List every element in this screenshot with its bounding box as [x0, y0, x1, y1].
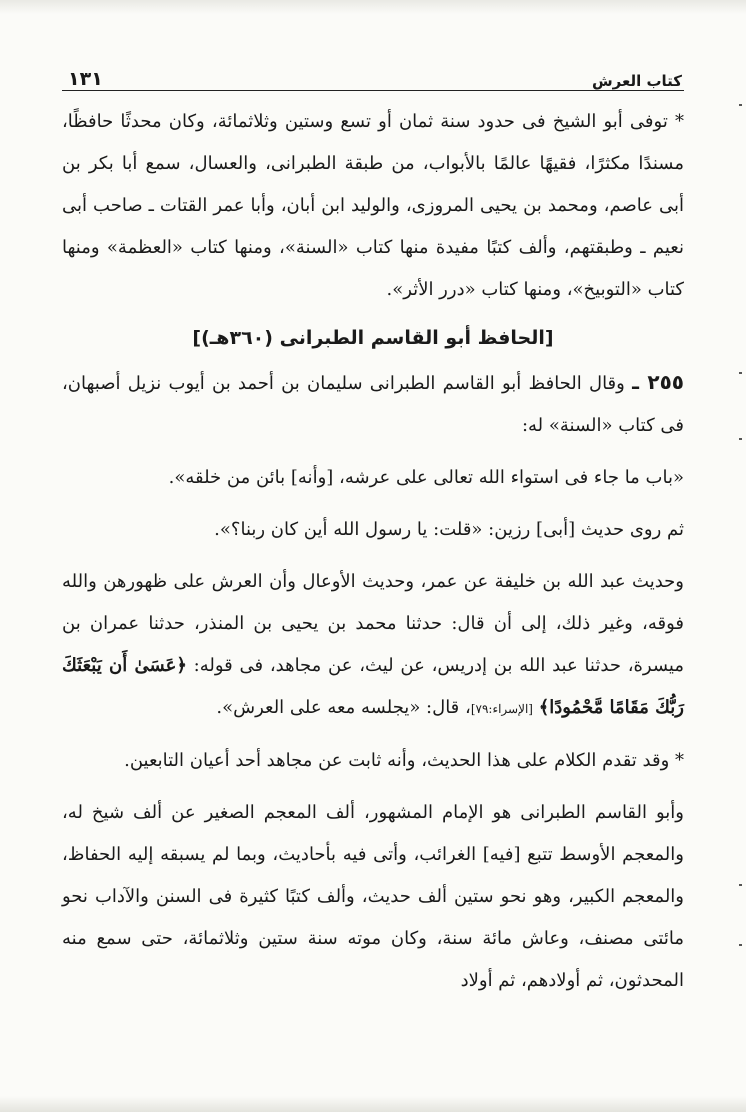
paragraph-mujahid-narration [62, 561, 684, 730]
paragraph-hadith-razin: ثم روى حديث [أبى] رزين: «قلت: يا رسول الله أين كان ربنا؟». [214, 519, 684, 540]
verse-reference: [الإسراء:٧٩] [470, 702, 533, 716]
scan-edge-mark [739, 944, 742, 946]
scan-top-shadow [0, 0, 746, 14]
section-heading: [الحافظ أبو القاسم الطبرانى (٣٦٠هـ)] [192, 327, 554, 349]
paragraph-abu-al-shaykh: * توفى أبو الشيخ فى حدود سنة ثمان أو تسع وستين وثلاثمائة، وكان محدثًا حافظًا، مسندًا مكثرًا، فقيهًا عالمًا بالأبواب، من طبقة الطبرانى، والعسال، سمع أبا بكر بن أبى عاصم، ومحمد بن يحيى المروزى، والوليد ابن أبان، وأبا عمر القتات ـ صاحب أبى نعيم ـ وطبقتهم، وألف كتبًا مفيدة منها كتاب «السنة»، ومنها كتاب «العظمة» ومنها كتاب «التوبيخ»، ومنها كتاب «درر الأثر». [62, 111, 684, 300]
scan-edge-mark [739, 884, 742, 886]
entry-number: ٢٥٥ ـ [632, 370, 684, 394]
page-number: ١٣١ [68, 68, 103, 90]
paragraph-chapter-quote: «باب ما جاء فى استواء الله تعالى على عرشه، [وأنه] بائن من خلقه». [168, 467, 684, 488]
book-page [62, 56, 684, 1002]
scan-bottom-shadow [0, 1096, 746, 1112]
page-header [62, 56, 684, 91]
paragraph-note: * وقد تقدم الكلام على هذا الحديث، وأنه ثابت عن مجاهد أحد أعيان التابعين. [124, 750, 684, 771]
scan-edge-mark [739, 372, 742, 374]
scan-edge-mark [739, 104, 742, 106]
narration-text-end: ، قال: «يجلسه معه على العرش». [216, 697, 471, 718]
paragraph-entry-255 [62, 361, 684, 447]
paragraph-tabarani-bio: وأبو القاسم الطبرانى هو الإمام المشهور، ألف المعجم الصغير عن ألف شيخ له، والمعجم الأوسط تتبع [فيه] الغرائب، وأتى فيه بأحاديث، وبما لم يسبقه إليه الحفاظ، والمعجم الكبير، وهو نحو ستين ألف حديث، وألف كتبًا كثيرة فى السنن والآداب نحو مائتى مصنف، وعاش مائة سنة، وكان موته سنة ستين وثلاثمائة، حتى سمع منه المحدثون، ثم أولادهم، ثم أولاد [62, 802, 684, 991]
quran-verse: ﴿عَسَىٰ أَن يَبْعَثَكَ رَبُّكَ مَقَامًا مَّحْمُودًا﴾ [62, 655, 684, 718]
narration-text: وحديث عبد الله بن خليفة عن عمر، وحديث الأوعال وأن العرش على ظهورهن والله فوقه، وغير ذلك، إلى أن قال: حدثنا محمد بن يحيى بن المنذر، حدثنا عمران بن ميسرة، حدثنا عبد الله بن إدريس، عن ليث، عن مجاهد، فى قوله: [62, 571, 684, 676]
scan-edge-mark [739, 438, 742, 440]
running-title: كتاب العرش [591, 72, 682, 90]
entry-text: وقال الحافظ أبو القاسم الطبرانى سليمان بن أحمد بن أيوب نزيل أصبهان، فى كتاب «السنة» له: [62, 373, 684, 436]
